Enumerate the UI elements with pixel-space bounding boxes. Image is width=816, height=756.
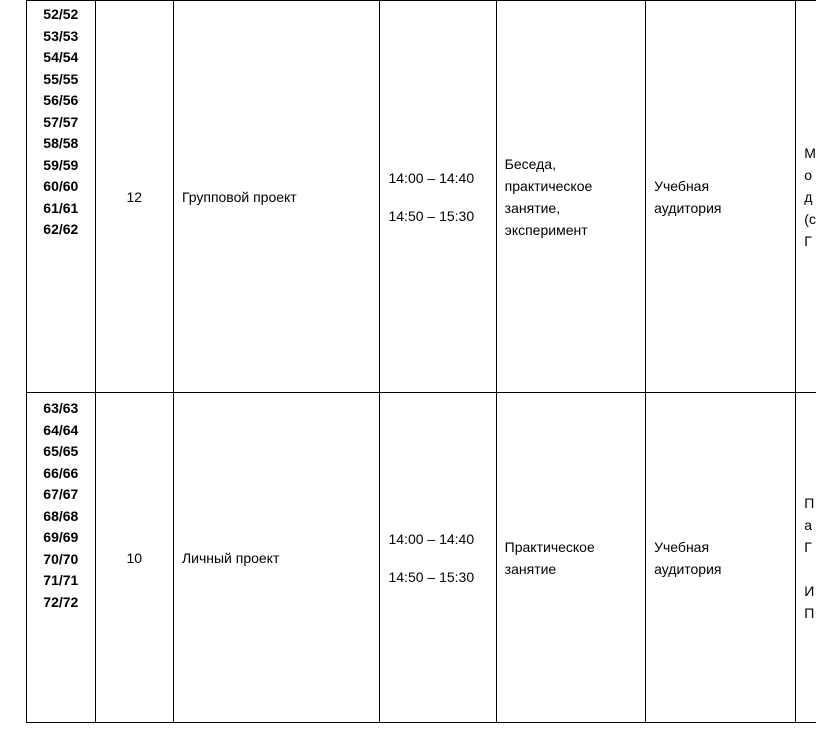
lesson-number: 55/55 — [43, 70, 79, 87]
cut-text: о — [804, 166, 813, 183]
cut-off-cell — [796, 393, 816, 723]
lesson-number: 64/64 — [43, 421, 79, 438]
time-slot: 14:50 – 15:30 — [388, 568, 475, 585]
time-slot: 14:00 – 14:40 — [388, 169, 475, 186]
lesson-number: 52/52 — [43, 6, 79, 22]
lesson-number: 69/69 — [43, 529, 79, 545]
form-text: Практическое — [504, 538, 595, 555]
lesson-number: 71/71 — [43, 572, 79, 588]
form-cell — [496, 1, 645, 393]
cut-text: И — [804, 582, 815, 599]
topic-cell: Личный проект — [173, 393, 380, 723]
cut-text: М — [804, 144, 816, 161]
lesson-number: 56/56 — [43, 92, 79, 108]
form-cell — [496, 393, 645, 723]
cut-text: (с — [804, 210, 816, 227]
lesson-number: 57/57 — [43, 113, 79, 130]
place-cell — [646, 1, 796, 393]
schedule-table — [26, 0, 816, 723]
place-text: Учебная — [654, 538, 710, 555]
lesson-number: 65/65 — [43, 443, 79, 459]
lesson-number: 58/58 — [43, 135, 79, 151]
lesson-number: 66/66 — [43, 464, 79, 481]
cut-text: Г — [804, 232, 812, 249]
form-text: занятие — [504, 560, 557, 577]
time-slot: 14:00 – 14:40 — [388, 530, 475, 547]
lesson-number: 72/72 — [43, 593, 79, 610]
form-text: Беседа, — [504, 155, 556, 172]
topic-cell: Групповой проект — [173, 1, 380, 393]
lesson-number: 70/70 — [43, 550, 79, 567]
lesson-number: 61/61 — [43, 199, 79, 216]
lesson-number: 67/67 — [43, 486, 79, 502]
lesson-numbers-cell — [27, 393, 96, 723]
lesson-number: 54/54 — [43, 49, 79, 65]
place-text: аудитория — [654, 560, 722, 577]
cut-text: а — [804, 516, 813, 533]
place-text: аудитория — [654, 199, 722, 216]
lesson-numbers-cell — [27, 1, 96, 393]
table-row — [27, 1, 816, 393]
cut-text: д — [804, 188, 813, 205]
form-text: занятие, — [504, 199, 561, 216]
time-cell — [380, 393, 496, 723]
cut-text: П — [804, 494, 815, 511]
cut-text — [804, 558, 816, 580]
time-slot: 14:50 – 15:30 — [388, 207, 475, 224]
cut-text: П — [804, 604, 815, 621]
hours-cell: 12 — [95, 1, 173, 393]
form-text: эксперимент — [504, 221, 588, 238]
cut-off-cell — [796, 1, 816, 393]
lesson-number: 68/68 — [43, 507, 79, 524]
lesson-number: 60/60 — [43, 178, 79, 194]
cut-text: Г — [804, 538, 812, 555]
lesson-number: 62/62 — [43, 221, 79, 237]
time-cell — [380, 1, 496, 393]
form-text: практическое — [504, 177, 593, 194]
hours-cell: 10 — [95, 393, 173, 723]
table-row — [27, 393, 816, 723]
lesson-number: 63/63 — [43, 400, 79, 416]
lesson-number: 59/59 — [43, 156, 79, 173]
place-cell — [646, 393, 796, 723]
place-text: Учебная — [654, 177, 710, 194]
lesson-number: 53/53 — [43, 27, 79, 44]
